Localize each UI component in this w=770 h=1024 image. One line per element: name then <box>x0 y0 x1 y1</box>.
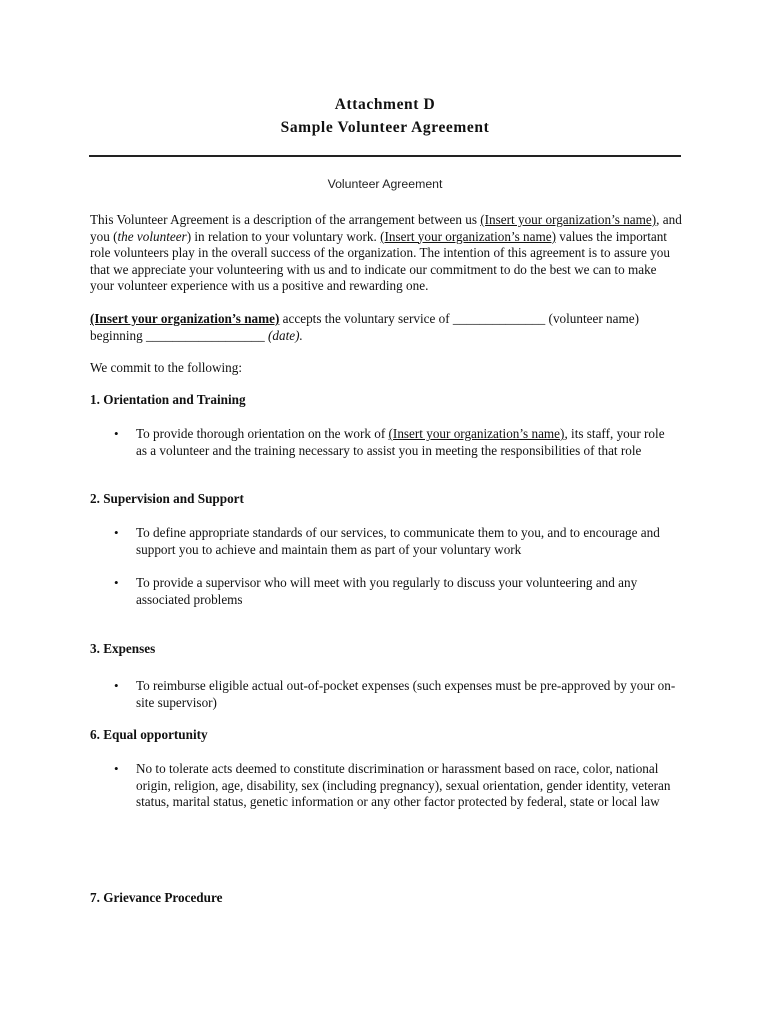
title-divider <box>89 155 681 157</box>
intro-text-2: , and you ( <box>90 212 682 244</box>
bullet-marker: • <box>114 761 119 776</box>
expenses-bullet: To reimburse eligible actual out-of-pocket expenses (such expenses must be pre-approved by your on-site supervisor) <box>136 678 676 710</box>
orientation-text-2: , its staff, your role as a volunteer and the training necessary to assist you in meeting the responsibilities of that role <box>136 426 665 458</box>
agreement-subtitle: Volunteer Agreement <box>327 177 443 191</box>
bullet-marker: • <box>114 678 119 693</box>
org-name-placeholder: (Insert your organization’s name) <box>480 212 657 227</box>
org-name-placeholder: (Insert your organization’s name) <box>388 426 565 441</box>
intro-text-1: This Volunteer Agreement is a description of the arrangement between us <box>90 212 481 227</box>
section-heading-grievance: 7. Grievance Procedure <box>90 890 223 905</box>
section-heading-equal-opportunity: 6. Equal opportunity <box>90 727 208 742</box>
acceptance-text-1: accepts the voluntary service of ______________ (volunteer name) <box>279 311 639 326</box>
section-heading-supervision: 2. Supervision and Support <box>90 491 244 506</box>
document-title-line2: Sample Volunteer Agreement <box>280 119 490 136</box>
equal-opportunity-bullet: No to tolerate acts deemed to constitute discrimination or harassment based on race, color, national origin, religion, age, disability, sex (including pregnancy), sexual orientation, gender identity, veteran status, marital status, genetic information or any other factor protected by federal, state or local law <box>136 761 671 810</box>
supervision-bullet-2: To provide a supervisor who will meet with you regularly to discuss your volunteering and any associated problems <box>136 575 638 607</box>
intro-text-3: ) in relation to your voluntary work. <box>186 228 381 244</box>
bullet-marker: • <box>114 575 119 590</box>
intro-paragraph <box>90 212 682 295</box>
orientation-bullet <box>136 426 676 459</box>
bullet-marker: • <box>114 525 119 540</box>
bullet-marker: • <box>114 426 119 441</box>
section-heading-orientation: 1. Orientation and Training <box>90 392 246 407</box>
org-name-placeholder: (Insert your organization’s name) <box>90 311 280 326</box>
section-heading-expenses: 3. Expenses <box>90 641 156 656</box>
intro-text-4: values the important role volunteers play in the overall success of the organization. The intention of this agreement is to assure you that we appreciate your volunteering with us and to indicate our commitment to do the best we can to make your volunteer experience with us a positive and rewarding one. <box>90 228 670 294</box>
supervision-bullet-1: To define appropriate standards of our services, to communicate them to you, and to encourage and support you to achieve and maintain them as part of your voluntary work <box>136 525 660 557</box>
acceptance-paragraph <box>90 311 682 344</box>
orientation-text-1: To provide thorough orientation on the work of <box>136 426 389 441</box>
commit-statement: We commit to the following: <box>90 360 243 375</box>
org-name-placeholder: (Insert your organization’s name) <box>380 228 556 244</box>
acceptance-text-2: beginning __________________ <box>90 327 269 343</box>
date-placeholder: (date). <box>268 327 303 343</box>
document-title-line1: Attachment D <box>334 96 436 113</box>
volunteer-term: the volunteer <box>117 228 187 244</box>
